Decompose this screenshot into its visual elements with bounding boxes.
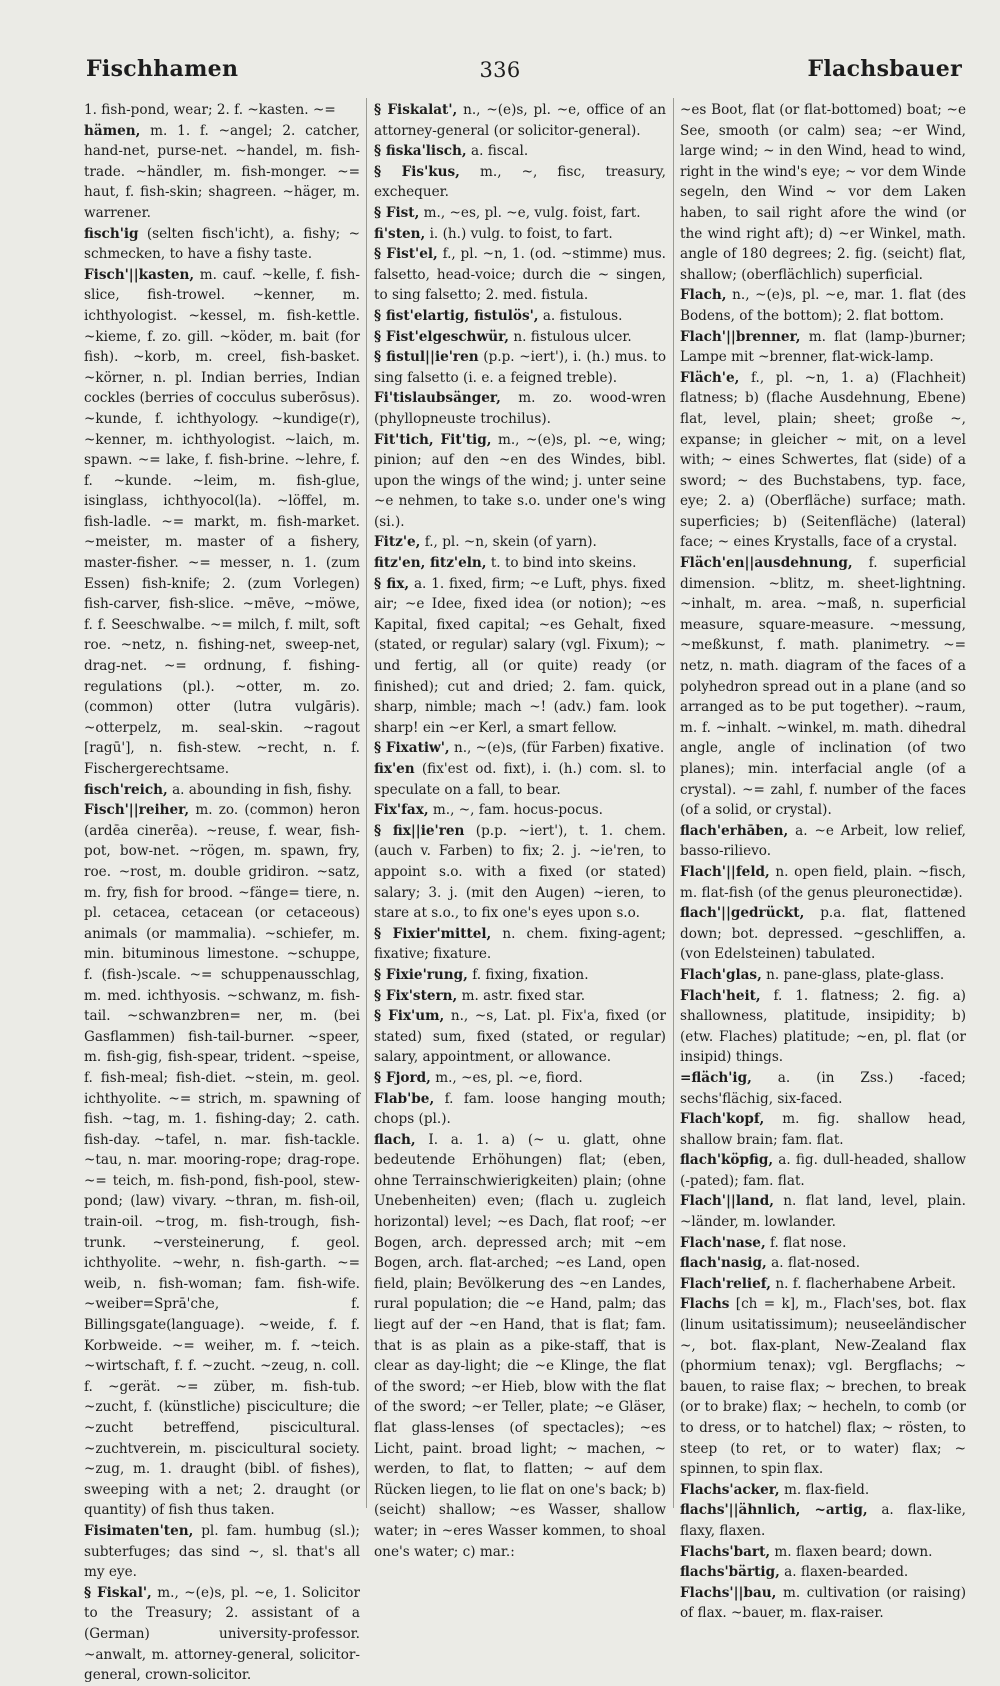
entry-headword: Fit'tich, Fit'tig, [374,431,492,448]
dictionary-entry [680,1109,966,1150]
dictionary-entry [374,821,666,924]
entry-headword: Fix'fax, [374,802,429,819]
running-head-right: Flachsbauer [807,56,962,82]
dictionary-entry [374,203,666,224]
entry-headword: § Fist'el, [374,246,438,263]
entry-definition: f. fixing, fixation. [472,966,589,983]
dictionary-entry [374,574,666,739]
entry-definition: m. zo. (common) heron (ardēa cinerēa). ~reuse, f. wear, fish-pot, bow-net. ~rögen, m. spawn, fry, roe. ~rost, m. double gridiron. ~satz, m. fry, fish for brood. ~fänge= tiere, n. pl. cetacea, cetacean (or cetaceous) animals (or mammalia). ~schiefer, m. min. bituminous limestone. ~schuppe, f. (fish-)scale. ~= schuppenausschlag, m. med. ichthyosis. ~schwanz, m. fish-tail. ~schwanzbren= ner, m. (bei Gasflammen) fish-tail-burner. ~speer, m. fish-gig, fish-spear, trident. ~speise, f. fish-meal; fish-diet. ~stein, m. geol. ichthyolite. ~= strich, m. spawning of fish. ~tag, m. 1. fishing-day; 2. cath. fish-day. ~tafel, n. mar. fish-tackle. ~tau, n. mar. mooring-rope; drag-rope. ~= teich, m. fish-pond, fish-pool, stew-pond; (law) vivary. ~thran, m. fish-oil, train-oil. ~trog, m. fish-trough, fish-trunk. ~versteinerung, f. geol. ichthyolite. ~wehr, n. fish-garth. ~= weib, n. fish-woman; fam. fish-wife. ~weiber=Sprā'che, f. Billingsgate(language). ~weide, f. f. Korbweide. ~= weiher, m. f. ~teich. ~wirtschaft, f. f. ~zucht. ~zeug, n. coll. f. ~gerät. ~= züber, m. fish-tub. ~zucht, f. (künstliche) pisciculture; die ~zucht betreffend, piscicultural. ~zuchtverein, m. piscicultural society. ~zug, m. 1. draught (bibl. of fishes), sweeping with a net; 2. draught (or quantity) of fish thus taken. [84,802,360,1519]
entry-definition: n., ~(e)s, pl. ~e, mar. 1. flat (des Bodens, of the bottom); 2. flat bottom. [680,287,967,324]
entry-headword: fix'en [374,761,415,777]
page-number: 336 [479,58,521,82]
entry-headword: Flach'glas, [680,966,762,983]
dictionary-entry [374,553,666,574]
entry-definition: n., ~(e)s, pl. ~e, office of an attorney-general (or solicitor-general). [374,102,666,139]
entry-definition: m. flaxen beard; down. [774,1543,933,1560]
entry-definition: m. cultivation (or raising) of flax. ~bauer, m. flax-raiser. [680,1584,966,1622]
entry-definition: n. flat land, level, plain. ~länder, m. lowlander. [680,1193,966,1231]
entry-definition: a. flat-nosed. [771,1255,861,1272]
entry-definition: (p.p. ~iert'), i. (h.) mus. to sing falsetto (i. e. a feigned treble). [374,349,666,386]
dictionary-entry [680,1233,966,1254]
dictionary-entry [84,800,360,1521]
entry-definition: a. flaxen-bearded. [784,1564,909,1581]
entry-definition: i. (h.) vulg. to foist, to fart. [429,225,613,242]
dictionary-entry [680,1253,966,1274]
dictionary-entry [374,306,666,327]
entry-definition: (p.p. ~iert'), t. 1. chem. (auch v. Farben) to fix; 2. j. ~ie'ren, to appoint s.o. with a fixed (or stated) salary; 3. j. (mit den Augen) ~ieren, to stare at s.o., to fix one's eyes upon s.o. [374,822,667,922]
entry-headword: Flach'relief, [680,1275,772,1292]
dictionary-entry [374,100,666,141]
entry-headword: Flach'||land, [680,1193,774,1210]
column-divider [673,98,674,1508]
entry-headword: Fisch'||kasten, [84,266,195,283]
entry-definition: m., ~, fisc, treasury, exchequer. [374,163,666,201]
entry-headword: § Fixie'rung, [374,966,468,983]
entry-definition: m., ~es, pl. ~e, fiord. [435,1069,583,1086]
dictionary-entry [374,800,666,821]
entry-definition: [ch = k], m., Flach'ses, bot. flax (linum usitatissimum); neuseeländischer ~, bot. flax-plant, New-Zealand flax (phormium tenax); vgl. Bergflachs; ~ bauen, to raise flax; ~ brechen, to break (or to brake) flax; ~ hecheln, to comb (or to dress, or to hatchel) flax; ~ rösten, to steep (to ret, or to water) flax; ~ spinnen, to spin flax. [680,1296,966,1478]
entry-headword: flach, [374,1131,416,1148]
dictionary-entry [84,780,360,801]
dictionary-entry [680,1480,966,1501]
entry-definition: (selten fisch'icht), a. fishy; ~ schmecken, to have a fishy taste. [84,225,360,263]
entry-headword: Flachs'||bau, [680,1584,777,1601]
column-3 [680,100,967,1622]
entry-definition: m. 1. f. ~angel; 2. catcher, hand-net, purse-net. ~handel, m. fish-trade. ~händler, m. fish-monger. ~= haut, f. fish-skin; shagreen. ~häger, m. warrener. [84,122,361,221]
entry-definition: f. 1. flatness; 2. fig. a) shallowness, platitude, insipidity; b) (etw. Flaches) platitude; ~en, pl. flat (or insipid) things. [680,987,966,1066]
entry-definition: n., ~s, Lat. pl. Fix'a, fixed (or stated) sum, fixed (stated, or regular) salary, appointment, or allowance. [374,1008,666,1066]
entry-definition: f. flat nose. [770,1234,847,1251]
entry-headword: Fisimaten'ten, [84,1522,194,1539]
dictionary-entry [374,224,666,245]
entry-headword: fisch'ig [84,225,139,242]
entry-definition: f. superficial dimension. ~blitz, m. sheet-lightning. ~inhalt, m. area. ~maß, n. superficial measure, square-measure. ~messung, ~meßkunst, f. math. planimetry. ~= netz, n. math. diagram of the faces of a polyhedron spread out in a plane (and so arranged as to be put together). ~raum, m. f. ~inhalt. ~winkel, m. math. dihedral angle, angle of inclination (of two planes); min. interfacial angle (of a crystal). ~= zahl, f. number of the faces (of a solid, or crystal). [680,555,966,819]
dictionary-entry [84,1521,360,1583]
entry-definition: a. abounding in fish, fishy. [172,781,352,798]
entry-headword: § fistul||ie'ren [374,349,479,366]
dictionary-entry [374,759,666,800]
entry-headword: flachs'bärtig, [680,1564,780,1581]
dictionary-entry [680,553,966,821]
dictionary-entry [374,162,666,203]
dictionary-entry [680,1068,966,1109]
entry-definition: I. a. 1. a) (~ u. glatt, ohne bedeutende Erhöhungen) flat; (eben, ohne Terrainschwierigkeiten) plain; (ohne Unebenheiten) even; (flach u. zugleich horizontal) level; ~es Dach, flat roof; ~er Bogen, arch. depressed arch; mit ~em Bogen, arch. flat-arched; ~es Land, open field, plain; Bevölkerung des ~en Landes, rural population; die ~e Hand, palm; das liegt auf der ~en Hand, that is flat; fam. that is as plain as a pike-staff, that is clear as day-light; die ~e Klinge, the flat of the sword; ~er Hieb, blow with the flat of the sword; ~er Teller, plate; ~e Gläser, flat glass-lenses (of spectacles); ~es Licht, paint. broad light; ~ machen, ~ werden, to flat, to flatten; ~ auf dem Rücken liegen, to lie flat on one's back; b) (seicht) shallow; ~es Wasser, shallow water; in ~eres Wasser kommen, to shoal one's water; c) mar.: [374,1131,666,1560]
dictionary-entry [680,1274,966,1295]
column-2 [374,100,667,1560]
dictionary-entry [84,224,360,265]
entry-definition: a. 1. fixed, firm; ~e Luft, phys. fixed air; ~e Idee, fixed idea (or notion); ~es Kapital, fixed capital; ~es Gehalt, fixed (stated, or regular) salary (vgl. Fixum); ~ und fertig, all (or quite) ready (or finished); cut and dried; 2. fam. quick, sharp, nimble; mach ~! (adv.) fam. look sharp! ein ~er Kerl, a smart fellow. [374,575,666,736]
entry-headword: Flach'||brenner, [680,328,801,345]
entry-definition: ~es Boot, flat (or flat-bottomed) boat; ~e See, smooth (or calm) sea; ~er Wind, large wind; ~ in den Wind, head to wind, right in the wind's eye; ~ vor dem Winde segeln, den Wind ~ vor dem Laken haben, to sail right afore the wind (or the wind right aft); d) ~er Winkel, math. angle of 180 degrees; 2. fig. (seicht) flat, shallow; (oberflächlich) superficial. [680,102,966,283]
dictionary-entry [680,1150,966,1191]
entry-definition: m., ~es, pl. ~e, vulg. foist, fart. [423,204,641,221]
entry-headword: flach'köpfig, [680,1152,774,1169]
entry-headword: flach'erhāben, [680,822,789,839]
entry-headword: Fisch'||reiher, [84,802,190,819]
dictionary-entry [680,1583,966,1624]
entry-definition: m. flax-field. [783,1481,870,1498]
dictionary-entry [374,347,666,388]
dictionary-entry [374,965,666,986]
dictionary-entry [680,1294,966,1479]
dictionary-entry [374,1089,666,1130]
entry-definition: n. pane-glass, plate-glass. [766,966,945,983]
entry-headword: Flach'kopf, [680,1111,765,1128]
entry-headword: § Fis'kus, [374,163,460,180]
entry-definition: f., pl. ~n, 1. a) (Flachheit) flatness; b) (flache Ausdehnung, Ebene) flat, level, plain; sheet; große ~, expanse; in gleicher ~ mit, on a level with; ~ eines Schwertes, flat (side) of a sword; ~ des Buchstabens, typ. face, eye; 2. a) (Oberfläche) surface; math. superficies; b) (Seitenfläche) (lateral) face; ~ eines Krystalls, face of a crystal. [680,369,966,551]
entry-headword: hämen, [84,122,141,139]
dictionary-entry [374,327,666,348]
entry-headword: flach'nasig, [680,1255,767,1272]
dictionary-entry [374,986,666,1007]
dictionary-entry [374,924,666,965]
entry-headword: § fix, [374,575,410,592]
dictionary-entry [374,1006,666,1068]
dictionary-entry [680,965,966,986]
entry-definition: a. fistulous. [542,307,623,324]
entry-headword: § Fist'elgeschwür, [374,328,510,345]
entry-definition: t. to bind into skeins. [490,555,637,572]
entry-definition: a. ~e Arbeit, low relief, basso-rilievo. [680,822,967,860]
dictionary-entry [374,738,666,759]
entry-headword: Fläch'e, [680,369,740,386]
entry-definition: m., ~, fam. hocus-pocus. [432,802,603,819]
entry-definition: m. fig. shallow head, shallow brain; fam. flat. [680,1111,967,1148]
dictionary-entry [680,1542,966,1563]
entry-headword: § Fist, [374,204,420,221]
dictionary-entry [84,121,360,224]
entry-headword: § Fixier'mittel, [374,925,492,942]
entry-headword: Flachs'acker, [680,1481,780,1498]
entry-headword: Flab'be, [374,1090,435,1107]
entry-definition: f., pl. ~n, 1. (od. ~stimme) mus. falsetto, head-voice; durch die ~ singen, to sing falsetto; 2. med. fistula. [374,246,667,304]
entry-headword: Fitz'e, [374,534,421,551]
column-1 [84,100,361,1684]
entry-definition: n. open field, plain. ~fisch, m. flat-fish (of the genus pleuronectidæ). [680,863,966,901]
entry-definition: f. fam. loose hanging mouth; chops (pl.). [374,1090,666,1128]
dictionary-entry [680,1562,966,1583]
entry-headword: flachs'||ähnlich, ~artig, [680,1502,868,1519]
entry-headword: Fi'tislaubsänger, [374,390,501,407]
entry-headword: § Fixatiw', [374,740,450,757]
entry-headword: § Fiskal', [84,1584,152,1601]
entry-definition: m. zo. wood-wren (phyllopneuste trochilus). [374,390,667,427]
dictionary-entry [84,100,360,121]
running-head-left: Fischhamen [86,56,239,82]
entry-headword: fitz'en, fitz'eln, [374,555,487,572]
dictionary-entry [84,1583,360,1686]
dictionary-entry [84,265,360,780]
dictionary-entry [680,903,966,965]
entry-definition: p.a. flat, flattened down; bot. depressed. ~geschliffen, a. (von Edelsteinen) tabulated. [680,905,966,963]
dictionary-entry [374,1130,666,1562]
entry-definition: m. astr. fixed star. [461,987,586,1004]
dictionary-entry [680,986,966,1068]
entry-definition: n. fistulous ulcer. [513,328,632,345]
entry-headword: Fläch'en||ausdehnung, [680,555,853,572]
dictionary-entry [374,532,666,553]
dictionary-entry [680,1191,966,1232]
entry-headword: § Fix'stern, [374,987,458,1004]
entry-definition: n., ~(e)s, (für Farben) fixative. [453,740,665,757]
dictionary-entry [374,430,666,533]
entry-headword: Flachs'bart, [680,1543,771,1560]
dictionary-entry [374,244,666,306]
entry-definition: a. fig. dull-headed, shallow (-pated); fam. flat. [680,1152,967,1189]
dictionary-entry [680,821,966,862]
entry-definition: a. (in Zss.) -faced; sechs'flächig, six-faced. [680,1069,966,1107]
entry-definition: 1. fish-pond, wear; 2. f. ~kasten. ~= [84,102,336,118]
dictionary-entry [680,368,966,553]
entry-definition: a. flax-like, flaxy, flaxen. [680,1502,966,1539]
entry-headword: § fiska'lisch, [374,143,467,160]
entry-definition: pl. fam. humbug (sl.); subterfuges; das sind ~, sl. that's all my eye. [84,1522,360,1581]
entry-headword: § fix||ie'ren [374,822,465,839]
dictionary-entry [680,285,966,326]
entry-definition: m., ~(e)s, pl. ~e, wing; pinion; auf den ~en des Windes, bibl. upon the wings of the wind; j. unter seine ~e nehmen, to take s.o. under one's wing (si.). [374,431,666,530]
entry-definition: n. f. flacherhabene Arbeit. [775,1275,956,1292]
entry-headword: Flachs [680,1296,730,1313]
entry-headword: fi'sten, [374,225,426,242]
entry-headword: Flach'heit, [680,987,761,1004]
column-divider [366,98,367,1508]
entry-definition: m., ~(e)s, pl. ~e, 1. Solicitor to the Treasury; 2. assistant of a (German) university-professor. ~anwalt, m. attorney-general, solicitor-general, crown-solicitor. [84,1584,360,1684]
dictionary-entry [680,327,966,368]
dictionary-entry [374,388,666,429]
entry-definition: f., pl. ~n, skein (of yarn). [424,534,597,551]
entry-headword: =fläch'ig, [680,1069,752,1086]
entry-definition: (fix'est od. fixt), i. (h.) com. sl. to speculate on a fall, to bear. [374,761,666,798]
entry-definition: m. cauf. ~kelle, f. fish-slice, fish-trowel. ~kenner, m. ichthyologist. ~kessel, m. fish-kettle. ~kieme, f. zo. gill. ~köder, m. bait (for fish). ~korb, m. creel, fish-basket. ~körner, n. pl. Indian berries, Indian cockles (berries of cocculus suberōsus). ~kunde, f. ichthyology. ~kundige(r), ~kenner, m. ichthyologist. ~laich, m. spawn. ~= lake, f. fish-brine. ~lehre, f. f. ~kunde. ~leim, m. fish-glue, isinglass, ichthyocol(la). ~löffel, m. fish-ladle. ~= markt, m. fish-market. ~meister, m. master of a fishery, master-fisher. ~= messer, n. 1. (zum Essen) fish-knife; 2. (zum Vorlegen) fish-carver, fish-slice. ~mēve, ~möwe, f. f. Seeschwalbe. ~= milch, f. milt, soft roe. ~netz, n. fishing-net, sweep-net, drag-net. ~= ordnung, f. fishing-regulations (pl.). ~otter, m. zo. (common) otter (lutra vulgāris). ~otterpelz, m. seal-skin. ~ragout [ragū'], n. fish-stew. ~recht, n. f. Fischergerechtsame. [84,266,360,777]
entry-definition: m. flat (lamp-)burner; Lampe mit ~brenner, flat-wick-lamp. [680,328,966,366]
dictionary-entry [680,1500,966,1541]
dictionary-entry [374,1068,666,1089]
entry-headword: fisch'reich, [84,781,168,798]
entry-definition: n. chem. fixing-agent; fixative; fixature. [374,925,666,963]
entry-headword: Flach'||feld, [680,863,770,880]
entry-headword: Flach, [680,287,727,304]
entry-headword: § Fix'um, [374,1008,445,1025]
dictionary-entry [374,141,666,162]
entry-headword: Flach'nase, [680,1234,766,1251]
dictionary-entry [680,100,966,285]
entry-headword: § fist'elartig, fistulös', [374,307,539,324]
entry-headword: § Fiskalat', [374,102,458,118]
entry-headword: flach'||gedrückt, [680,905,805,922]
dictionary-entry [680,862,966,903]
entry-headword: § Fjord, [374,1069,431,1086]
entry-definition: a. fiscal. [470,143,529,160]
